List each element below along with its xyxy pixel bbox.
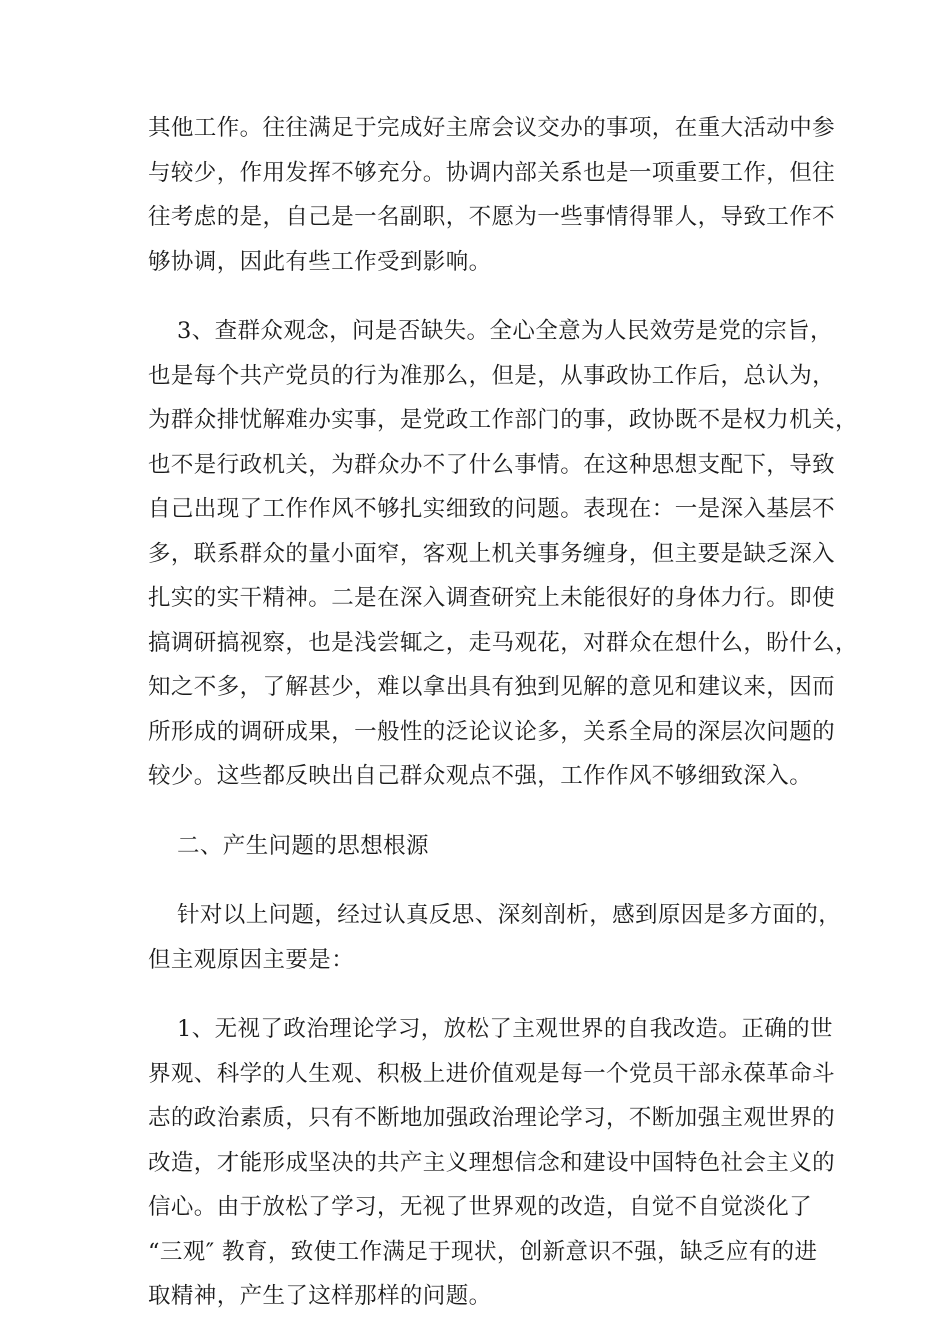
paragraph-line: 但主观原因主要是： [148, 947, 355, 973]
paragraph-line: “三观″ 教育，致使工作满足于现状，创新意识不强，缺乏应有的进 [148, 1239, 818, 1265]
section-heading: 二、产生问题的思想根源 [177, 833, 429, 859]
paragraph-line: 也不是行政机关，为群众办不了什么事情。在这种思想支配下，导致 [148, 452, 836, 478]
paragraph-line: 多，联系群众的量小面窄，客观上机关事务缠身，但主要是缺乏深入 [148, 541, 836, 567]
paragraph-line: 自己出现了工作作风不够扎实细致的问题。表现在：一是深入基层不 [148, 496, 836, 522]
paragraph-line: 其他工作。往往满足于完成好主席会议交办的事项，在重大活动中参 [148, 115, 836, 141]
paragraph-line: 信心。由于放松了学习，无视了世界观的改造，自觉不自觉淡化了 [148, 1194, 813, 1220]
paragraph-line: 为群众排忧解难办实事，是党政工作部门的事，政协既不是权力机关， [148, 407, 858, 433]
paragraph-line: 扎实的实干精神。二是在深入调查研究上未能很好的身体力行。即使 [148, 585, 836, 611]
paragraph-line: 1、无视了政治理论学习，放松了主观世界的自我改造。正确的世 [177, 1016, 833, 1042]
paragraph-line: 针对以上问题，经过认真反思、深刻剖析，感到原因是多方面的， [177, 902, 842, 928]
paragraph-line: 与较少，作用发挥不够充分。协调内部关系也是一项重要工作，但往 [148, 160, 836, 186]
paragraph-line: 取精神，产生了这样那样的问题。 [148, 1283, 492, 1309]
paragraph-line: 知之不多，了解甚少，难以拿出具有独到见解的意见和建议来，因而 [148, 674, 836, 700]
paragraph-line: 较少。这些都反映出自己群众观点不强，工作作风不够细致深入。 [148, 763, 813, 789]
paragraph-line: 所形成的调研成果，一般性的泛论议论多，关系全局的深层次问题的 [148, 719, 836, 745]
paragraph-line: 也是每个共产党员的行为准那么，但是，从事政协工作后，总认为， [148, 363, 836, 389]
paragraph-line: 志的政治素质，只有不断地加强政治理论学习，不断加强主观世界的 [148, 1105, 836, 1131]
paragraph-line: 3、查群众观念，问是否缺失。全心全意为人民效劳是党的宗旨， [177, 318, 833, 344]
paragraph-line: 够协调，因此有些工作受到影响。 [148, 249, 492, 275]
paragraph-line: 搞调研搞视察，也是浅尝辄之，走马观花，对群众在想什么，盼什么， [148, 630, 858, 656]
paragraph-line: 改造，才能形成坚决的共产主义理想信念和建设中国特色社会主义的 [148, 1150, 836, 1176]
paragraph-line: 界观、科学的人生观、积极上进价值观是每一个党员干部永葆革命斗 [148, 1061, 836, 1087]
paragraph-line: 往考虑的是，自己是一名副职，不愿为一些事情得罪人，导致工作不 [148, 204, 836, 230]
